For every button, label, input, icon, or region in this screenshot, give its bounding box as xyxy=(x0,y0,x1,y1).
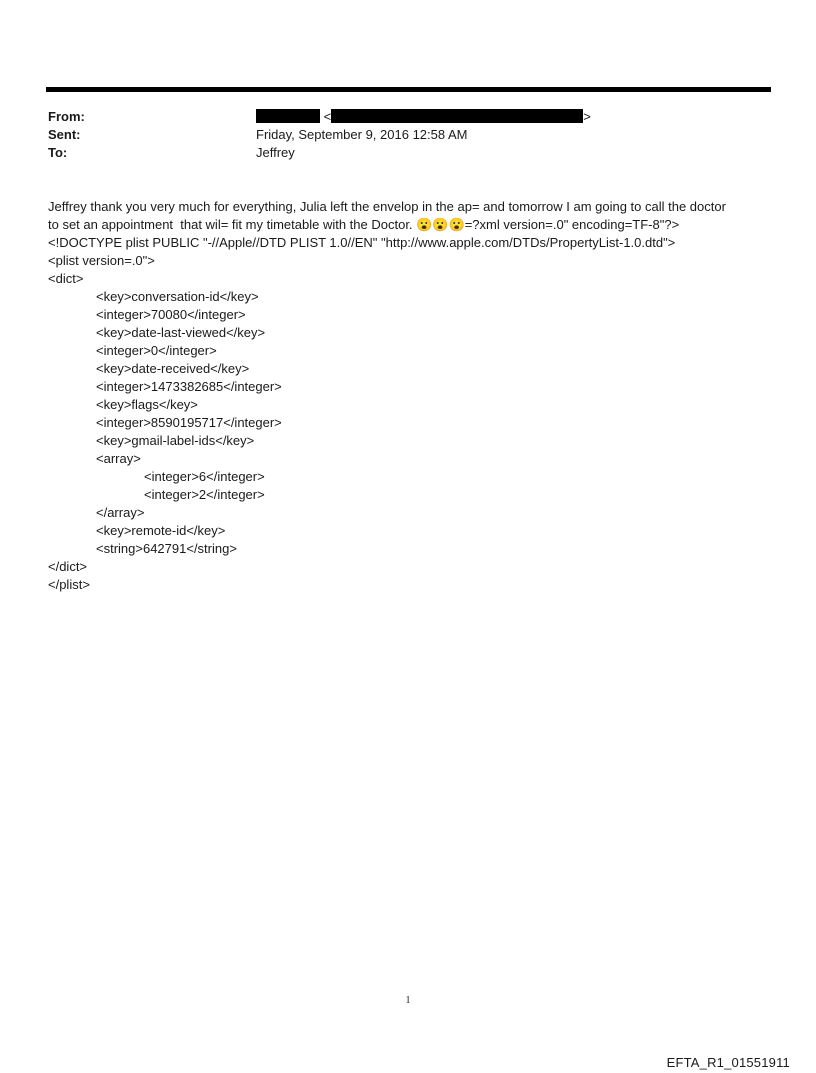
body-line: <integer>70080</integer> xyxy=(96,307,246,322)
body-line: <integer>8590195717</integer> xyxy=(96,415,282,430)
page-number: 1 xyxy=(405,995,411,1006)
body-line: <key>gmail-label-ids</key> xyxy=(96,433,255,448)
body-line: <integer>2</integer> xyxy=(144,487,265,502)
body-line: <integer>1473382685</integer> xyxy=(96,379,282,394)
from-open-bracket: < xyxy=(323,109,332,124)
from-value xyxy=(256,108,591,126)
body-line: <integer>6</integer> xyxy=(144,469,265,484)
body-line: </plist> xyxy=(48,577,90,592)
body-line: <string>642791</string> xyxy=(96,541,237,556)
body-line: </array> xyxy=(96,505,145,520)
redacted-name-block xyxy=(256,109,320,123)
body-line: <array> xyxy=(96,451,141,466)
body-line: Jeffrey thank you very much for everything, Julia left the envelop in the ap= and tomorrow I am going to call the doctor xyxy=(48,199,726,214)
body-line: <key>remote-id</key> xyxy=(96,523,226,538)
body-line: <key>date-received</key> xyxy=(96,361,250,376)
body-line: to set an appointment that wil= fit my timetable with the Doctor. 😮😮😮=?xml version=.0" encoding=TF-8"?> xyxy=(48,217,680,232)
to-label: To: xyxy=(48,145,68,160)
from-close-bracket: > xyxy=(583,109,591,124)
header-rule xyxy=(46,87,771,92)
body-line: <key>date-last-viewed</key> xyxy=(96,325,266,340)
body-line: <key>conversation-id</key> xyxy=(96,289,259,304)
sent-label: Sent: xyxy=(48,127,81,142)
body-line: <key>flags</key> xyxy=(96,397,198,412)
body-line: <integer>0</integer> xyxy=(96,343,217,358)
body-line: <dict> xyxy=(48,271,84,286)
email-body xyxy=(48,198,773,594)
sent-value: Friday, September 9, 2016 12:58 AM xyxy=(256,127,468,142)
body-line: <plist version=.0"> xyxy=(48,253,155,268)
redacted-email-block xyxy=(331,109,583,123)
body-line: <!DOCTYPE plist PUBLIC "-//Apple//DTD PLIST 1.0//EN" "http://www.apple.com/DTDs/PropertyList-1.0.dtd"> xyxy=(48,235,676,250)
document-id: EFTA_R1_01551911 xyxy=(666,1055,790,1070)
from-label: From: xyxy=(48,109,85,124)
to-value: Jeffrey xyxy=(256,145,295,160)
body-line: </dict> xyxy=(48,559,88,574)
